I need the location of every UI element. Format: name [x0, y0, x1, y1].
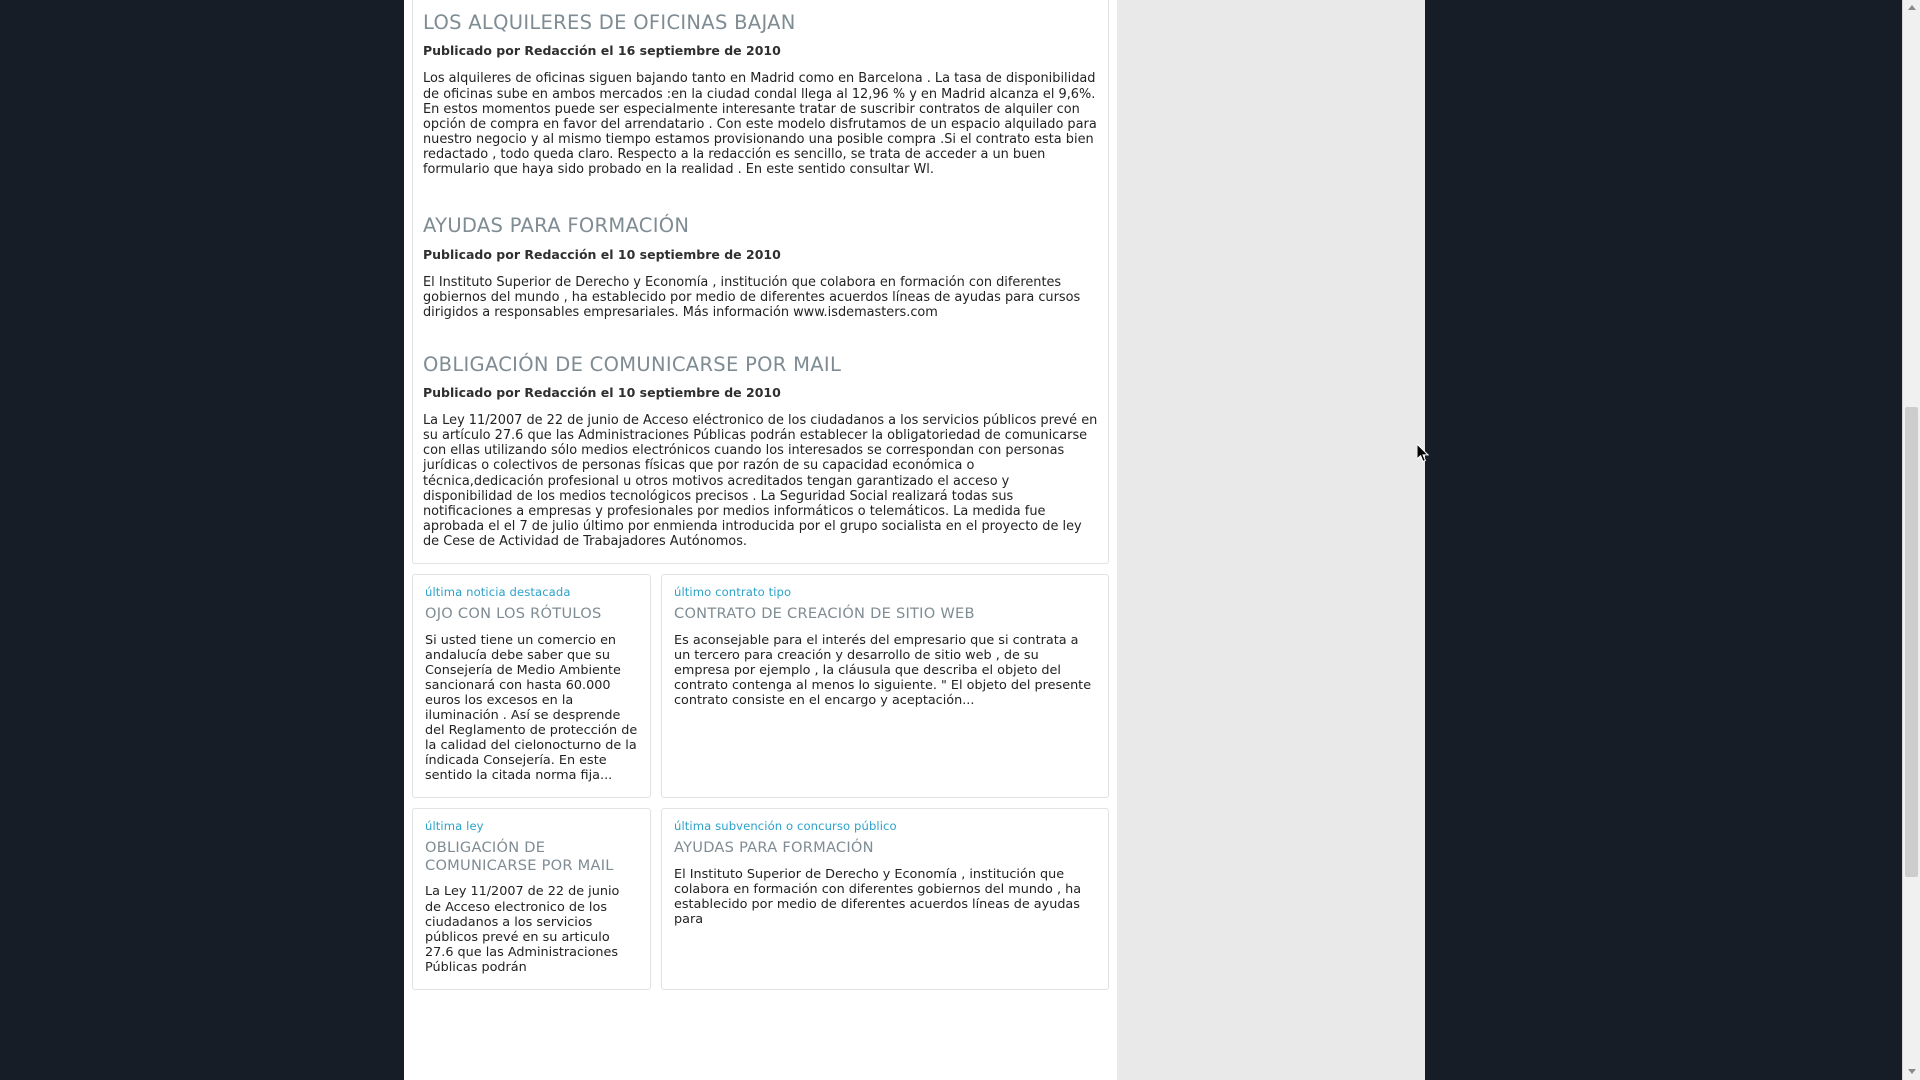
vertical-scrollbar[interactable] [1902, 0, 1920, 1080]
box-kicker: último contrato tipo [674, 585, 792, 600]
highlight-box-noticia-destacada[interactable] [412, 574, 651, 798]
article-title[interactable]: LOS ALQUILERES DE OFICINAS BAJAN [423, 11, 796, 34]
box-text: Si usted tiene un comercio en andalucía debe saber que su Consejería de Medio Ambiente sancionará con hasta 60.000 euros los excesos en la iluminación . Así se desprende del Reglamento de protección de la calidad del cielonocturno de la índicada Consejería. En este sentido la citada norma fija... [425, 632, 638, 784]
article-meta: Publicado por Redacción el 10 septiembre de 2010 [423, 246, 781, 262]
article-separator [423, 320, 1098, 342]
article-body: La Ley 11/2007 de 22 de junio de Acceso eléctronico de los ciudadanos a los servicios públicos prevé en su artículo 27.6 que las Administraciones Públicas podrán establecer la obligatoriedad de comunicarse con ellas utilizando sólo medios electrónicos cuando los interesados se correspondan con personas jurídicas o colectivos de personas físicas que por razón de su capacidad económica o técnica,dedicación profesional u otros motivos acreditados tengan garantizado el acceso y disponibilidad de los medios tecnológicos precisos . La Seguridad Social realizará todas sus notificaciones a empresas y profesionales por medios informáticos o telemáticos. La medida fue aprobada el el 7 de julio último por enmienda introducida por el grupo socialista en el proyecto de ley de Cese de Actividad de Trabajadores Autónomos. [423, 413, 1098, 549]
article-item [423, 342, 1098, 549]
box-title[interactable]: OBLIGACIÓN DE COMUNICARSE POR MAIL [425, 839, 614, 874]
main-content-column [404, 0, 1117, 1080]
article-separator [423, 177, 1098, 203]
box-title[interactable]: OJO CON LOS RÓTULOS [425, 605, 602, 623]
sidebar-column [1117, 0, 1425, 1080]
article-body: El Instituto Superior de Derecho y Economía , institución que colabora en formación con diferentes gobiernos del mundo , ha establecido por medio de diferentes acuerdos líneas de ayudas para cursos dirigidos a responsables empresariales. Más información www.isdemasters.com [423, 274, 1081, 320]
article-item [423, 203, 1098, 320]
article-body: Los alquileres de oficinas siguen bajando tanto en Madrid como en Barcelona . La tasa de disponibilidad de oficinas sube en ambos mercados :en la ciudad condal llega al 12,96 % y en Madrid alcanza el 9,6%. En estos momentos puede ser especialmente interesante tratar de suscribir contratos de alquiler con opción de compra en favor del arrendatario . Con este modelo disfrutamos de un espacio alquilado para nuestro negocio y al mismo tiempo estamos provisionando una posible compra .Si el contrato esta bien redactado , todo queda claro. Respecto a la redacción es sencillo, se trata de acceder a un buen formulario que haya sido probado en la realidad . En este sentido consultar Wl. [423, 71, 1097, 177]
highlight-box-subvencion[interactable] [661, 808, 1109, 990]
box-text: Es aconsejable para el interés del empresario que si contrata a un tercero para creación y desarrollo de sitio web , de su empresa por ejemplo , la cláusula que describa el objeto del contrato contenga al menos lo siguiente. " El objeto del presente contrato consiste en el encargo y aceptación... [674, 632, 1092, 708]
box-kicker: última ley [425, 819, 484, 834]
highlight-boxes [412, 574, 1109, 990]
box-text: La Ley 11/2007 de 22 de junio de Acceso electronico de los ciudadanos a los servicios públicos prevé en su articulo 27.6 que las Administraciones Públicas podrán [425, 884, 620, 975]
article-item [423, 0, 1098, 177]
article-title[interactable]: AYUDAS PARA FORMACIÓN [423, 214, 690, 238]
box-title[interactable]: AYUDAS PARA FORMACIÓN [674, 839, 874, 857]
article-title[interactable]: OBLIGACIÓN DE COMUNICARSE POR MAIL [423, 352, 842, 376]
scrollbar-thumb[interactable] [1905, 407, 1918, 877]
box-text: El Instituto Superior de Derecho y Economía , institución que colabora en formación con diferentes gobiernos del mundo , ha establecido por medio de diferentes acuerdos líneas de ayudas para [674, 866, 1082, 928]
scroll-up-arrow-icon[interactable] [1903, 0, 1920, 17]
article-meta: Publicado por Redacción el 10 septiembre de 2010 [423, 385, 781, 401]
highlight-box-ultima-ley[interactable] [412, 808, 651, 990]
highlight-box-contrato-tipo[interactable] [661, 574, 1109, 798]
article-meta: Publicado por Redacción el 16 septiembre de 2010 [423, 43, 781, 59]
box-title[interactable]: CONTRATO DE CREACIÓN DE SITIO WEB [674, 605, 975, 623]
content-inner [404, 0, 1117, 990]
box-kicker: última subvención o concurso público [674, 819, 897, 834]
scroll-down-arrow-icon[interactable] [1903, 1063, 1920, 1080]
box-kicker: última noticia destacada [425, 585, 571, 600]
articles-card [412, 0, 1109, 564]
